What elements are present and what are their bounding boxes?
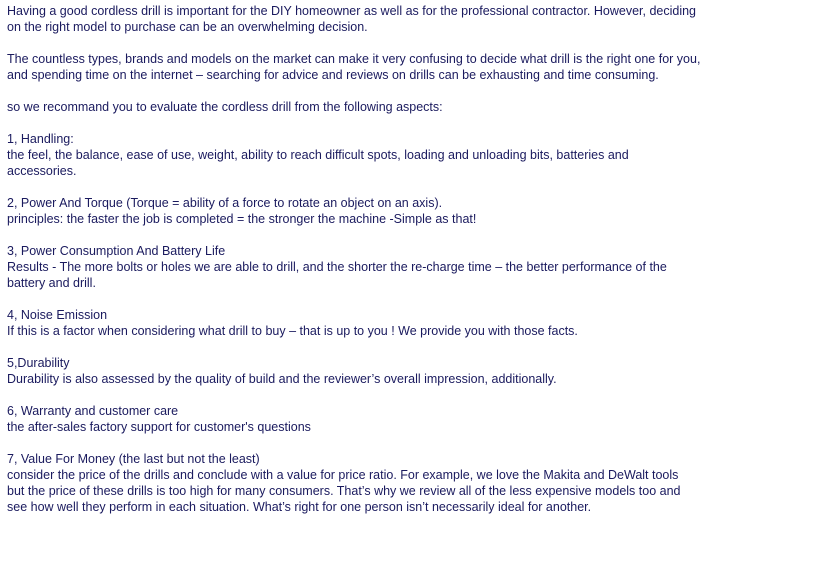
spacer [7, 435, 811, 451]
aspect-5-line-1: Durability is also assessed by the quality of build and the reviewer’s overall impression, additionally. [7, 372, 557, 386]
spacer [7, 387, 811, 403]
aspect-7-line-3: see how well they perform in each situation. What’s right for one person isn’t necessarily ideal for another. [7, 500, 592, 514]
spacer [7, 291, 811, 307]
article-body [7, 3, 811, 515]
intro-paragraph-1-line-1: Having a good cordless drill is important for the DIY homeowner as well as for the professional contractor. However, deciding [7, 4, 697, 18]
aspect-3-line-1: Results - The more bolts or holes we are able to drill, and the shorter the re-charge time – the better performance of the [7, 260, 667, 274]
aspect-1-heading: 1, Handling: [7, 132, 74, 146]
aspect-2-heading: 2, Power And Torque (Torque = ability of a force to rotate an object on an axis). [7, 196, 443, 210]
aspect-1-line-1: the feel, the balance, ease of use, weight, ability to reach difficult spots, loading and unloading bits, batteries and [7, 148, 629, 162]
aspect-3-line-2: battery and drill. [7, 276, 96, 290]
aspect-7-line-2: but the price of these drills is too high for many consumers. That’s why we review all of the less expensive models too and [7, 484, 681, 498]
aspect-4-heading: 4, Noise Emission [7, 308, 108, 322]
aspect-7-heading: 7, Value For Money (the last but not the least) [7, 452, 260, 466]
aspect-4-line-1: If this is a factor when considering what drill to buy – that is up to you ! We provide you with those facts. [7, 324, 578, 338]
aspect-7-line-1: consider the price of the drills and conclude with a value for price ratio. For example, we love the Makita and DeWalt tools [7, 468, 679, 482]
spacer [7, 179, 811, 195]
aspect-2-line-1: principles: the faster the job is completed = the stronger the machine -Simple as that! [7, 212, 477, 226]
spacer [7, 35, 811, 51]
spacer [7, 83, 811, 99]
aspect-5-heading: 5,Durability [7, 356, 70, 370]
intro-paragraph-1-line-2: on the right model to purchase can be an overwhelming decision. [7, 20, 368, 34]
spacer [7, 115, 811, 131]
intro-paragraph-2-line-2: and spending time on the internet – searching for advice and reviews on drills can be exhausting and time consuming. [7, 68, 659, 82]
intro-paragraph-2-line-1: The countless types, brands and models on the market can make it very confusing to decide what drill is the right one for you, [7, 52, 701, 66]
aspect-3-heading: 3, Power Consumption And Battery Life [7, 244, 226, 258]
aspect-6-heading: 6, Warranty and customer care [7, 404, 179, 418]
intro-paragraph-3: so we recommand you to evaluate the cordless drill from the following aspects: [7, 100, 443, 114]
aspect-1-line-2: accessories. [7, 164, 77, 178]
spacer [7, 227, 811, 243]
aspect-6-line-1: the after-sales factory support for customer's questions [7, 420, 311, 434]
spacer [7, 339, 811, 355]
